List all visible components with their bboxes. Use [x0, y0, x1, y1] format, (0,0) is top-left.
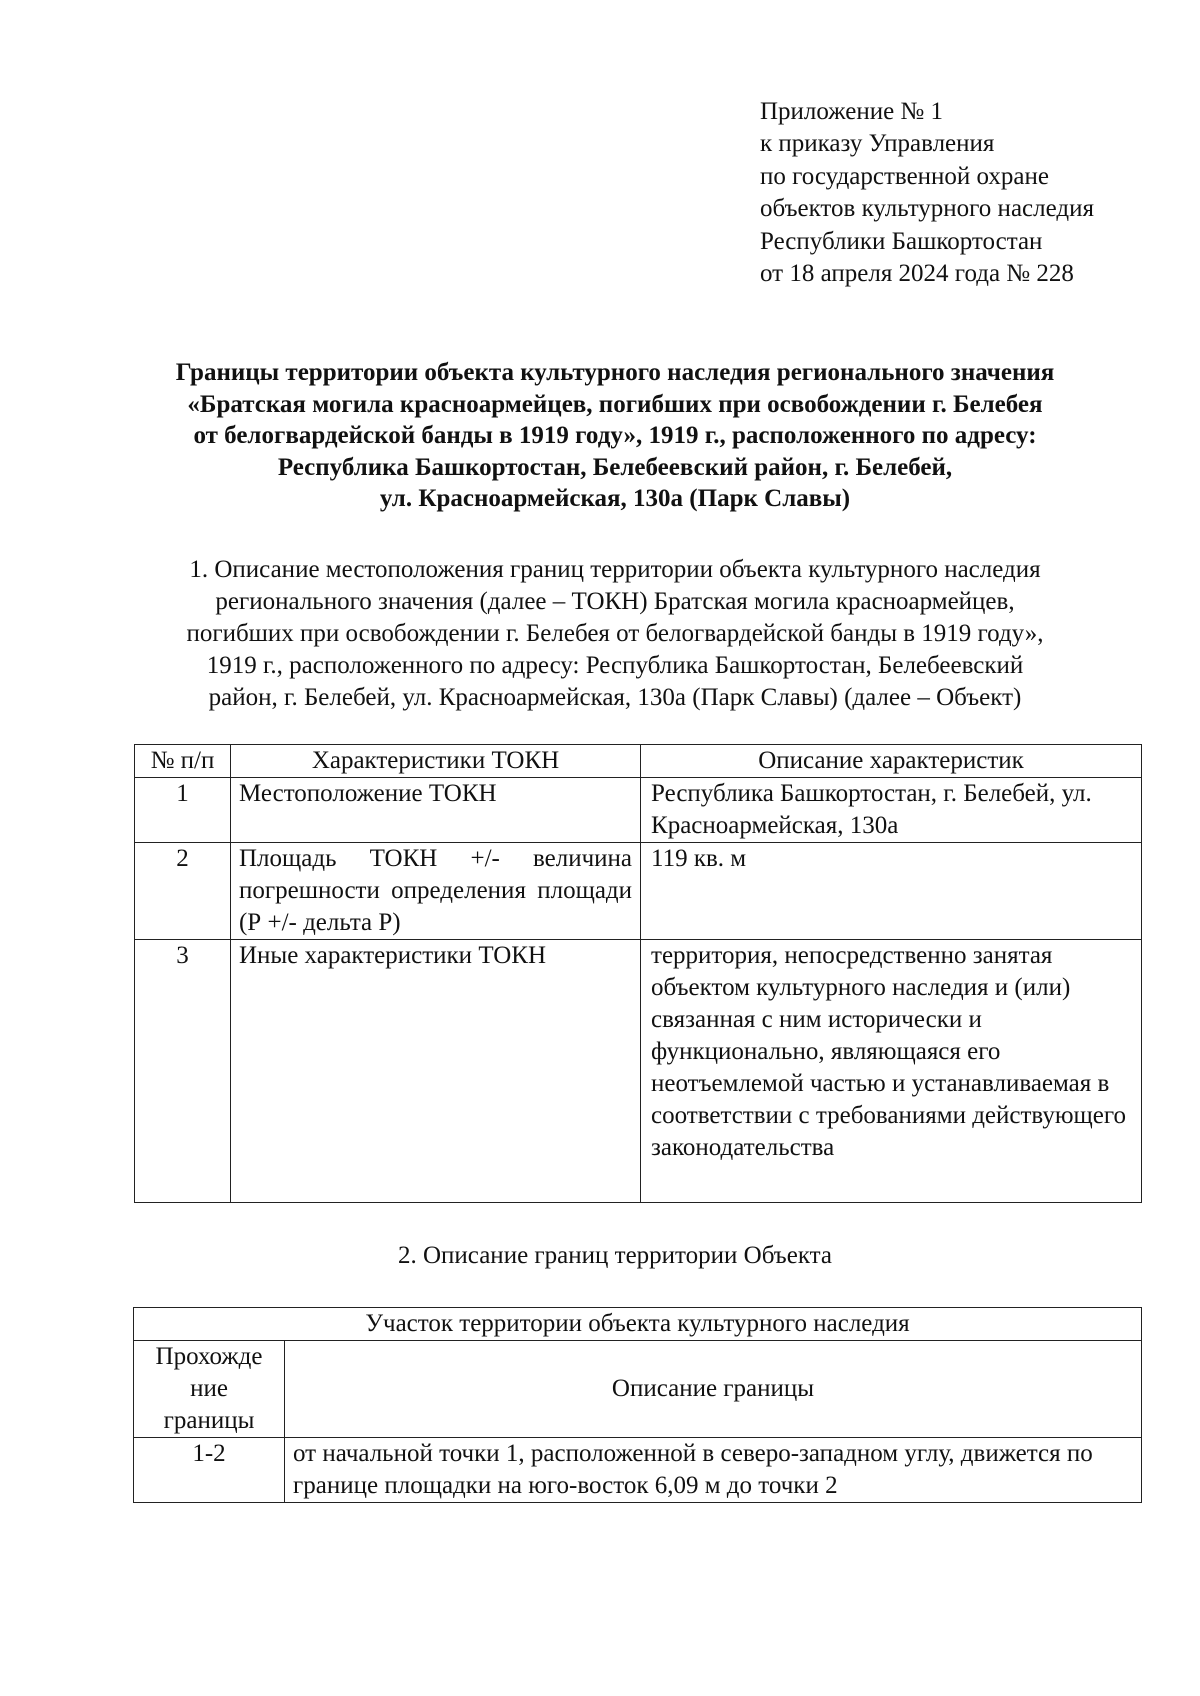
row-characteristic: Иные характеристики ТОКН — [230, 940, 640, 1203]
document-title — [110, 357, 1120, 515]
table-title-row — [134, 1308, 1142, 1341]
column-header-description: Описание характеристик — [641, 745, 1142, 778]
table-row — [135, 778, 1142, 843]
table-title: Участок территории объекта культурного наследия — [134, 1308, 1142, 1341]
appendix-block — [760, 96, 1094, 290]
table-header-row — [134, 1341, 1142, 1438]
title-line: ул. Красноармейская, 130а (Парк Славы) — [379, 485, 851, 512]
section-1-line: 1919 г., расположенного по адресу: Республика Башкортостан, Белебеевский — [206, 652, 1024, 679]
boundary-table — [133, 1307, 1142, 1503]
column-header-passage-line: границы — [163, 1407, 255, 1434]
title-line: Республика Башкортостан, Белебеевский район, г. Белебей, — [277, 453, 953, 481]
column-header-passage-line: ние — [190, 1375, 228, 1402]
appendix-line: объектов культурного наследия — [760, 195, 1094, 223]
row-boundary-description: от начальной точки 1, расположенной в северо-западном углу, движется по границе площадки на юго-восток 6,09 м до точки 2 — [285, 1438, 1142, 1503]
appendix-line: по государственной охране — [760, 162, 1050, 190]
section-1-line: 1. Описание местоположения границ территории объекта культурного наследия — [189, 556, 1041, 583]
appendix-line: от 18 апреля 2024 года № 228 — [760, 260, 1074, 288]
column-header-number: № п/п — [135, 745, 231, 778]
row-characteristic: Местоположение ТОКН — [230, 778, 640, 843]
column-header-characteristic: Характеристики ТОКН — [230, 745, 640, 778]
row-description: 119 кв. м — [641, 843, 1142, 940]
row-description: Республика Башкортостан, г. Белебей, ул. Красноармейская, 130а — [641, 778, 1142, 843]
title-line: от белогвардейской банды в 1919 году», 1919 г., расположенного по адресу: — [193, 422, 1037, 449]
appendix-line: к приказу Управления — [760, 130, 995, 158]
row-number: 3 — [135, 940, 231, 1203]
column-header-boundary-description: Описание границы — [285, 1341, 1142, 1438]
row-number: 2 — [135, 843, 231, 940]
column-header-passage-line: Прохожде — [155, 1343, 263, 1370]
table-row — [135, 940, 1142, 1203]
appendix-line: Приложение № 1 — [760, 98, 944, 125]
title-line: «Братская могила красноармейцев, погибших при освобождении г. Белебея — [187, 390, 1043, 418]
row-segment: 1-2 — [134, 1438, 285, 1503]
section-1-line: район, г. Белебей, ул. Красноармейская, 130а (Парк Славы) (далее – Объект) — [208, 684, 1022, 711]
table-header-row — [135, 745, 1142, 778]
section-2-heading: 2. Описание границ территории Объекта — [398, 1242, 832, 1269]
appendix-line: Республики Башкортостан — [760, 227, 1043, 255]
row-description: территория, непосредственно занятая объектом культурного наследия и (или) связанная с ним исторически и функционально, являющаяся его неотъемлемой частью и устанавливаемая в соответствии с требованиями действующего законодательства — [641, 940, 1142, 1203]
row-characteristic: Площадь ТОКН +/- величина погрешности определения площади (Р +/- дельта Р) — [230, 843, 640, 940]
row-number: 1 — [135, 778, 231, 843]
section-1-line: регионального значения (далее – ТОКН) Братская могила красноармейцев, — [215, 588, 1015, 615]
characteristics-table — [134, 744, 1142, 1203]
table-row — [134, 1438, 1142, 1503]
column-header-passage — [134, 1341, 285, 1438]
section-1-line: погибших при освобождении г. Белебея от белогвардейской банды в 1919 году», — [186, 620, 1044, 647]
title-line: Границы территории объекта культурного наследия регионального значения — [175, 359, 1055, 386]
section-1-description — [110, 554, 1120, 714]
table-row — [135, 843, 1142, 940]
